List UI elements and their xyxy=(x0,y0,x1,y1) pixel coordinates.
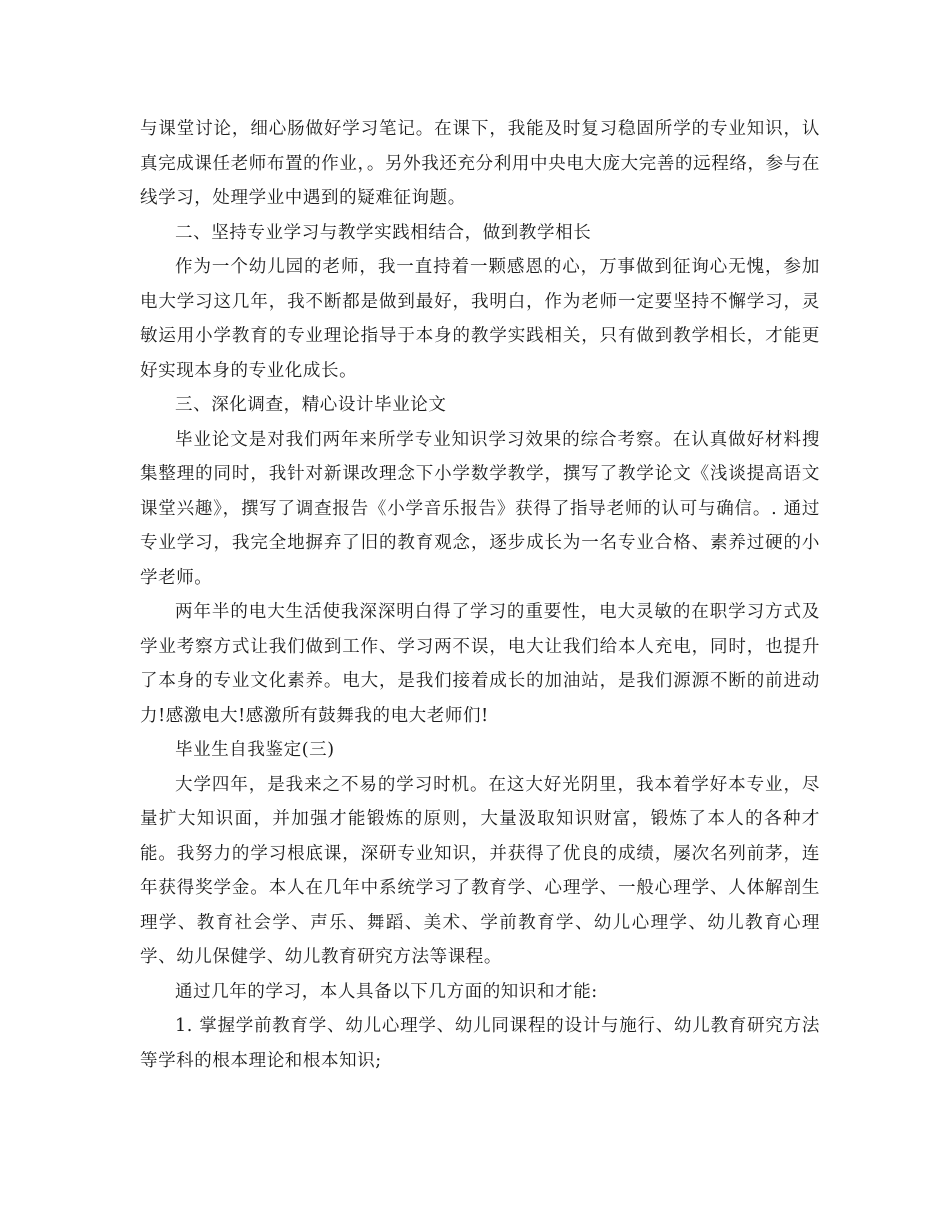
document-body xyxy=(140,112,820,1078)
paragraph-9: 通过几年的学习，本人具备以下几方面的知识和才能: xyxy=(175,981,598,1002)
paragraph-8: 大学四年，是我来之不易的学习时机。在这大好光阴里，我本着学好本专业，尽量扩大知识面，并加强才能锻炼的原则，大量汲取知识财富，锻炼了本人的各种才能。我努力的学习根底课，深研专业知识，并获得了优良的成绩，屡次名列前茅，连年获得奖学金。本人在几年中系统学习了教育学、心理学、一般心理学、人体解剖生理学、教育社会学、声乐、舞蹈、美术、学前教育学、幼儿心理学、幼儿教育心理学、幼儿保健学、幼儿教育研究方法等课程。 xyxy=(140,774,820,967)
paragraph-5: 毕业论文是对我们两年来所学专业知识学习效果的综合考察。在认真做好材料搜集整理的同时，我针对新课改理念下小学数学教学，撰写了教学论文《浅谈提高语文课堂兴趣》，撰写了调查报告《小学音乐报告》获得了指导老师的认可与确信。. 通过专业学习，我完全地摒弃了旧的教育观念，逐步成长为一名专业合格、素养过硬的小学老师。 xyxy=(140,429,820,588)
paragraph-1: 与课堂讨论，细心肠做好学习笔记。在课下，我能及时复习稳固所学的专业知识，认真完成课任老师布置的作业，。另外我还充分利用中央电大庞大完善的远程络，参与在线学习，处理学业中遇到的疑难征询题。 xyxy=(140,119,820,208)
appraisal-heading: 毕业生自我鉴定(三) xyxy=(175,740,335,760)
list-item-1: 1. 掌握学前教育学、幼儿心理学、幼儿同课程的设计与施行、幼儿教育研究方法等学科的根本理论和根本知识; xyxy=(140,1016,820,1071)
paragraph-3: 作为一个幼儿园的老师，我一直持着一颗感恩的心，万事做到征询心无愧，参加电大学习这几年，我不断都是做到最好，我明白，作为老师一定要坚持不懈学习，灵敏运用小学教育的专业理论指导于本身的教学实践相关，只有做到教学相长，才能更好实现本身的专业化成长。 xyxy=(140,257,820,381)
section-heading-2: 二、坚持专业学习与教学实践相结合，做到教学相长 xyxy=(175,222,592,243)
paragraph-6: 两年半的电大生活使我深深明白得了学习的重要性，电大灵敏的在职学习方式及学业考察方式让我们做到工作、学习两不误，电大让我们给本人充电，同时，也提升了本身的专业文化素养。电大，是我们接着成长的加油站，是我们源源不断的前进动力!感激电大!感激所有鼓舞我的电大老师们! xyxy=(140,602,820,726)
section-heading-3: 三、深化调查，精心设计毕业论文 xyxy=(175,395,447,415)
